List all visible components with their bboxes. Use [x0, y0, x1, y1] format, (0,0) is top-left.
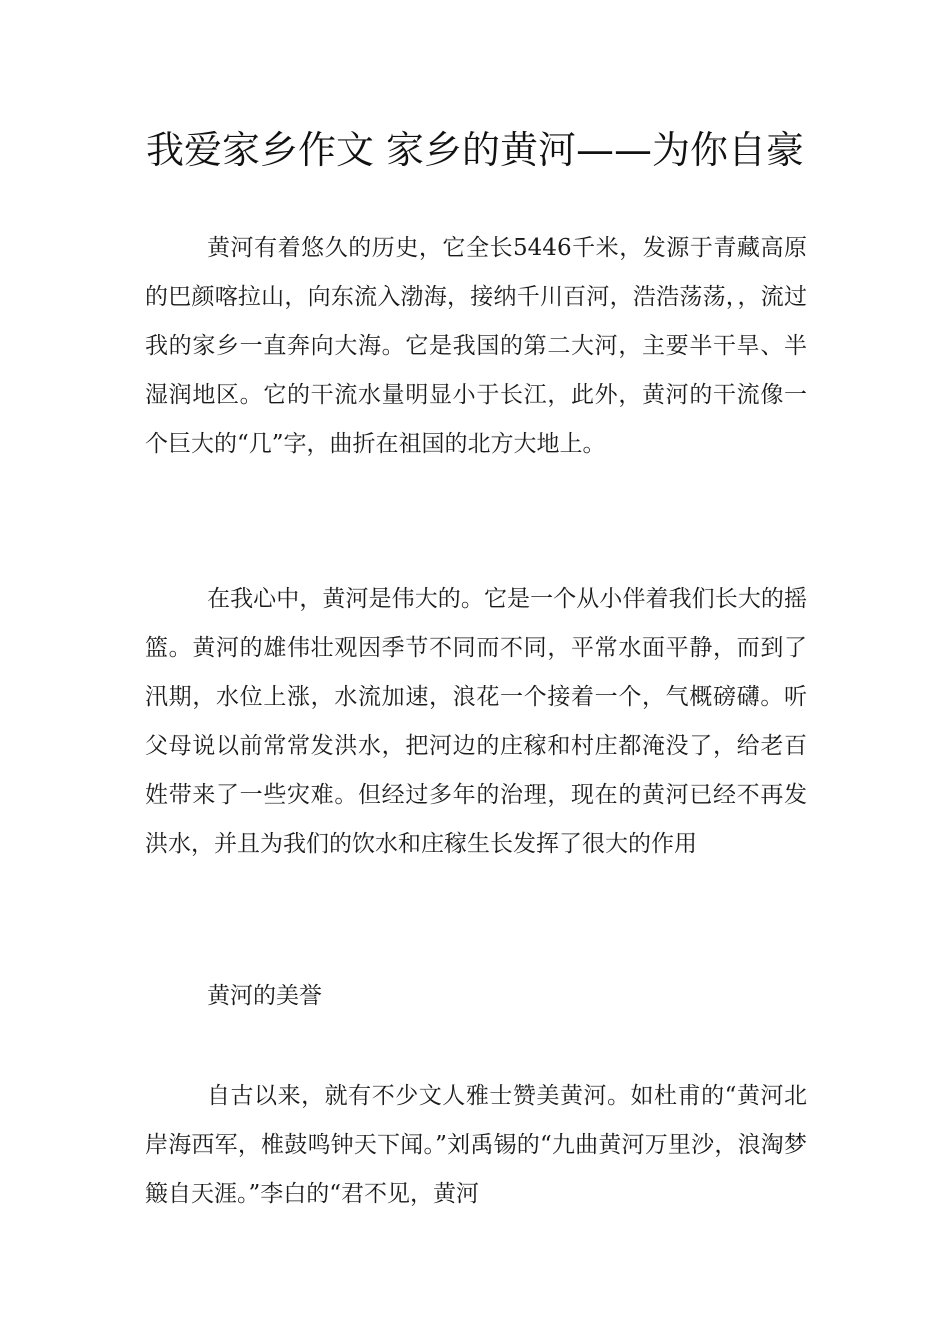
paragraph-history: 黄河有着悠久的历史，它全长5446千米，发源于青藏高原的巴颜喀拉山，向东流入渤海，接纳千川百河，浩浩荡荡，，流过我的家乡一直奔向大海。它是我国的第二大河，主要半干旱、半湿润地区。它的干流水量明显小于长江，此外，黄河的干流像一个巨大的“几”字，曲折在祖国的北方大地上。 — [145, 235, 807, 457]
paragraph-in-my-heart: 在我心中，黄河是伟大的。它是一个从小伴着我们长大的摇篮。黄河的雄伟壮观因季节不同而不同，平常水面平静，而到了汛期，水位上涨，水流加速，浪花一个接着一个，气概磅礴。听父母说以前常常发洪水，把河边的庄稼和村庄都淹没了，给老百姓带来了一些灾难。但经过多年的治理，现在的黄河已经不再发洪水，并且为我们的饮水和庄稼生长发挥了很大的作用 — [145, 586, 807, 857]
paragraph-poets: 自古以来，就有不少文人雅士赞美黄河。如杜甫的“黄河北岸海西军，椎鼓鸣钟天下闻。”刘禹锡的“九曲黄河万里沙，浪淘梦簸自天涯。”李白的“君不见，黄河 — [145, 1083, 807, 1207]
document-title: 我爱家乡作文 家乡的黄河——为你自豪 — [145, 128, 805, 172]
section-heading: 黄河的美誉 — [207, 983, 322, 1009]
